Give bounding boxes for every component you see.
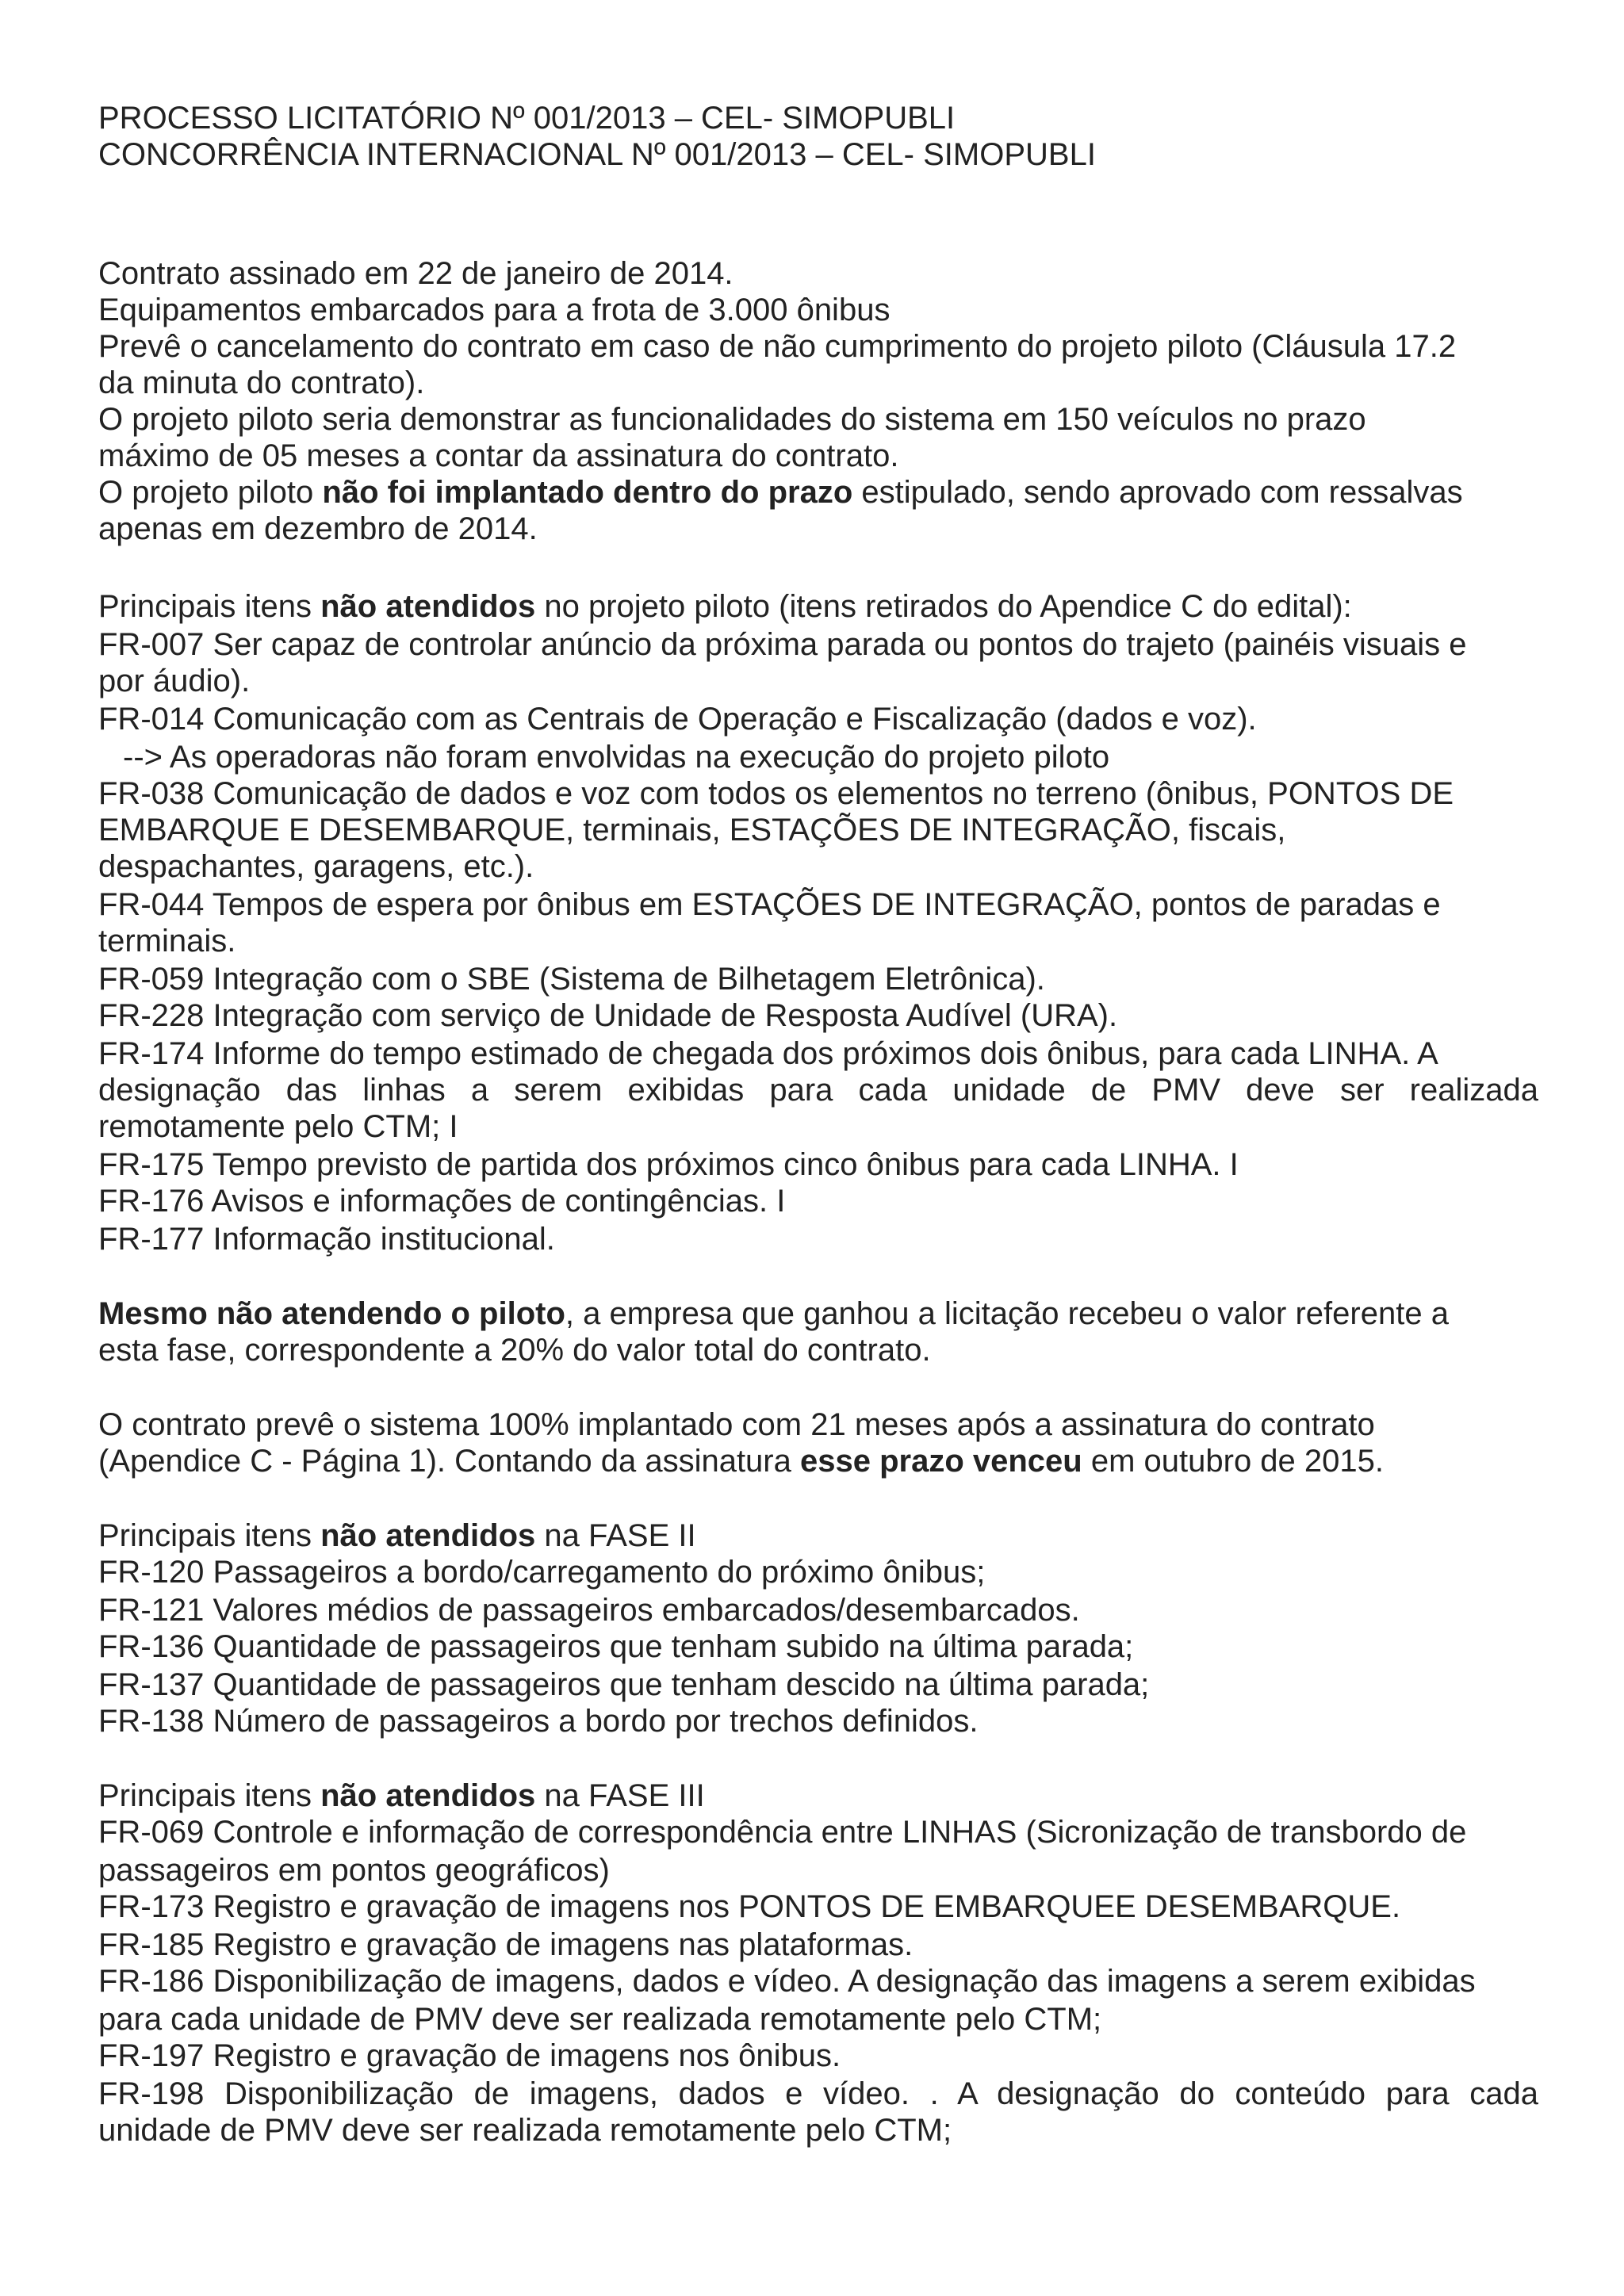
pilot-description-line-1: O projeto piloto seria demonstrar as funcionalidades do sistema em 150 veículos no prazo (98, 402, 1366, 437)
phase-3-item-line: FR-198 Disponibilização de imagens, dados e vídeo. . A designação do conteúdo para cada (98, 2076, 1538, 2111)
phase-2-item-line: FR-137 Quantidade de passageiros que tenham descido na última parada; (98, 1667, 1150, 1702)
deadline-text-line-2: (Apendice C - Página 1). Contando da assinatura esse prazo venceu em outubro de 2015. (98, 1444, 1385, 1479)
pilot-item-line: FR-177 Informação institucional. (98, 1222, 555, 1257)
header-process-number: PROCESSO LICITATÓRIO Nº 001/2013 – CEL- SIMOPUBLI (98, 101, 956, 136)
phase-2-item-line: FR-138 Número de passageiros a bordo por trechos definidos. (98, 1704, 979, 1739)
equipment-text: Equipamentos embarcados para a frota de 3.000 ônibus (98, 293, 891, 327)
pilot-item-line: FR-014 Comunicação com as Centrais de Operação e Fiscalização (dados e voz). (98, 702, 1257, 737)
pilot-item-line: FR-007 Ser capaz de controlar anúncio da próxima parada ou pontos do trajeto (painéis visuais e (98, 627, 1467, 662)
pilot-item-line: FR-038 Comunicação de dados e voz com todos os elementos no terreno (ônibus, PONTOS DE (98, 776, 1454, 811)
pilot-item-line: terminais. (98, 924, 236, 959)
pilot-item-line: FR-044 Tempos de espera por ônibus em ESTAÇÕES DE INTEGRAÇÃO, pontos de paradas e (98, 887, 1441, 922)
phase-2-item-line: FR-121 Valores médios de passageiros embarcados/desembarcados. (98, 1593, 1080, 1628)
phase-3-item-line: FR-197 Registro e gravação de imagens nos ônibus. (98, 2038, 841, 2073)
pilot-item-line: despachantes, garagens, etc.). (98, 849, 534, 884)
phase-3-item-line: FR-185 Registro e gravação de imagens nas plataformas. (98, 1927, 914, 1962)
phase-3-item-line: para cada unidade de PMV deve ser realizada remotamente pelo CTM; (98, 2002, 1102, 2037)
pilot-item-line: designação das linhas a serem exibidas para cada unidade de PMV deve ser realizada (98, 1073, 1538, 1108)
payment-text-line-1: Mesmo não atendendo o piloto, a empresa que ganhou a licitação recebeu o valor referente a (98, 1296, 1449, 1331)
pilot-section-heading: Principais itens não atendidos no projeto piloto (itens retirados do Apendice C do edital): (98, 589, 1352, 624)
pilot-item-line: remotamente pelo CTM; I (98, 1109, 458, 1144)
pilot-item-line: por áudio). (98, 664, 251, 698)
deadline-text-line-1: O contrato prevê o sistema 100% implantado com 21 meses após a assinatura do contrato (98, 1407, 1375, 1442)
pilot-delay-line-2: apenas em dezembro de 2014. (98, 511, 538, 546)
phase-3-heading: Principais itens não atendidos na FASE III (98, 1778, 705, 1813)
pilot-item-note: --> As operadoras não foram envolvidas na execução do projeto piloto (123, 740, 1110, 775)
contract-signed-text: Contrato assinado em 22 de janeiro de 2014. (98, 256, 733, 291)
phase-2-item-line: FR-120 Passageiros a bordo/carregamento do próximo ônibus; (98, 1555, 986, 1590)
phase-2-item-line: FR-136 Quantidade de passageiros que tenham subido na última parada; (98, 1629, 1134, 1664)
pilot-description-line-2: máximo de 05 meses a contar da assinatura do contrato. (98, 438, 899, 473)
phase-2-heading: Principais itens não atendidos na FASE II (98, 1518, 696, 1553)
phase-3-item-line: FR-069 Controle e informação de correspondência entre LINHAS (Sicronização de transbordo de (98, 1815, 1467, 1850)
payment-text-line-2: esta fase, correspondente a 20% do valor total do contrato. (98, 1333, 931, 1368)
pilot-item-line: EMBARQUE E DESEMBARQUE, terminais, ESTAÇÕES DE INTEGRAÇÃO, fiscais, (98, 813, 1286, 848)
cancellation-text-line-1: Prevê o cancelamento do contrato em caso de não cumprimento do projeto piloto (Cláusula 17.2 (98, 329, 1457, 364)
phase-3-item-line: unidade de PMV deve ser realizada remotamente pelo CTM; (98, 2113, 952, 2148)
header-competition-number: CONCORRÊNCIA INTERNACIONAL Nº 001/2013 – CEL- SIMOPUBLI (98, 137, 1096, 172)
pilot-delay-line-1: O projeto piloto não foi implantado dentro do prazo estipulado, sendo aprovado com ressalvas (98, 475, 1463, 510)
pilot-item-line: FR-174 Informe do tempo estimado de chegada dos próximos dois ônibus, para cada LINHA. A (98, 1036, 1438, 1071)
cancellation-text-line-2: da minuta do contrato). (98, 365, 425, 400)
phase-3-item-line: FR-173 Registro e gravação de imagens nos PONTOS DE EMBARQUEE DESEMBARQUE. (98, 1889, 1401, 1924)
pilot-item-line: FR-228 Integração com serviço de Unidade de Resposta Audível (URA). (98, 998, 1118, 1033)
pilot-item-line: FR-176 Avisos e informações de contingências. I (98, 1184, 786, 1219)
phase-3-item-line: passageiros em pontos geográficos) (98, 1853, 610, 1888)
pilot-item-line: FR-059 Integração com o SBE (Sistema de Bilhetagem Eletrônica). (98, 962, 1045, 997)
pilot-item-line: FR-175 Tempo previsto de partida dos próximos cinco ônibus para cada LINHA. I (98, 1147, 1239, 1182)
phase-3-item-line: FR-186 Disponibilização de imagens, dados e vídeo. A designação das imagens a serem exibidas (98, 1964, 1476, 1999)
